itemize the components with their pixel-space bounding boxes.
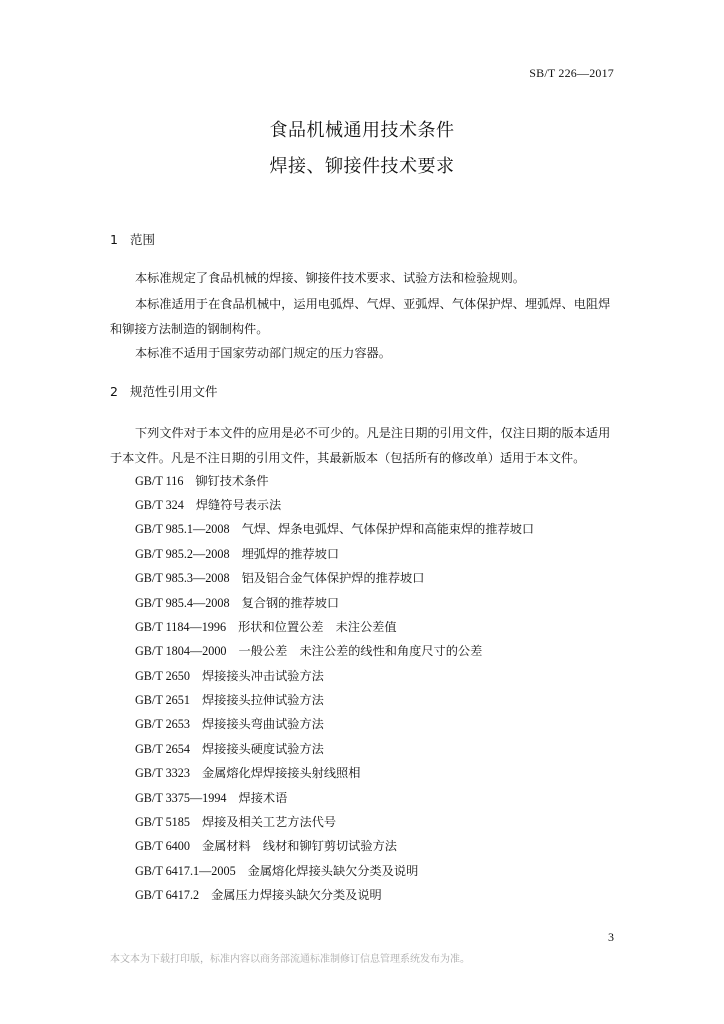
reference-title: 焊接及相关工艺方法代号 — [201, 815, 337, 829]
reference-item — [135, 837, 397, 854]
section-2-heading — [110, 382, 218, 400]
standard-code: SB/T 226—2017 — [529, 66, 614, 80]
section-title: 范围 — [130, 232, 156, 247]
reference-code: GB/T 3323 — [135, 766, 190, 780]
reference-item — [135, 642, 482, 659]
reference-code: GB/T 2651 — [135, 693, 190, 707]
reference-item — [135, 472, 269, 489]
reference-code: GB/T 324 — [135, 498, 184, 512]
reference-title: 焊接接头冲击试验方法 — [201, 669, 324, 683]
reference-code: GB/T 3375—1994 — [135, 791, 227, 805]
reference-code: GB/T 2654 — [135, 742, 190, 756]
document-title-line1: 食品机械通用技术条件 — [269, 120, 455, 141]
reference-code: GB/T 1184—1996 — [135, 620, 227, 634]
reference-item — [135, 862, 418, 879]
reference-item — [135, 569, 424, 586]
reference-code: GB/T 985.2—2008 — [135, 547, 230, 561]
reference-title: 焊接术语 — [238, 791, 288, 805]
reference-title: 焊缝符号表示法 — [195, 498, 282, 512]
reference-code: GB/T 1804—2000 — [135, 644, 227, 658]
reference-title: 气焊、焊条电弧焊、气体保护焊和高能束焊的推荐坡口 — [241, 522, 535, 536]
reference-code: GB/T 985.3—2008 — [135, 571, 230, 585]
reference-item — [135, 691, 324, 708]
section-title: 规范性引用文件 — [130, 384, 218, 399]
paragraph: 下列文件对于本文件的应用是必不可少的。凡是注日期的引用文件，仅注日期的版本适用于本文件。凡是不注日期的引用文件，其最新版本（包括所有的修改单）适用于本文件。 — [110, 426, 611, 465]
reference-title: 金属材料 线材和铆钉剪切试验方法 — [201, 839, 397, 853]
footer-disclaimer: 本文本为下载打印版，标准内容以商务部流通标准制修订信息管理系统发布为准。 — [110, 954, 470, 965]
reference-item — [135, 813, 336, 830]
reference-title: 复合钢的推荐坡口 — [241, 596, 340, 610]
reference-item — [135, 594, 339, 611]
reference-item — [135, 764, 360, 781]
reference-item — [135, 520, 534, 537]
reference-code: GB/T 2653 — [135, 717, 190, 731]
reference-title: 焊接接头硬度试验方法 — [201, 742, 324, 756]
reference-code: GB/T 985.4—2008 — [135, 596, 230, 610]
paragraph: 本标准规定了食品机械的焊接、铆接件技术要求、试验方法和检验规则。 — [135, 271, 525, 285]
document-title-line2: 焊接、铆接件技术要求 — [269, 156, 455, 177]
reference-code: GB/T 5185 — [135, 815, 190, 829]
reference-title: 形状和位置公差 未注公差值 — [238, 620, 397, 634]
reference-code: GB/T 116 — [135, 474, 184, 488]
reference-title: 焊接接头拉伸试验方法 — [201, 693, 324, 707]
paragraph: 本标准不适用于国家劳动部门规定的压力容器。 — [135, 346, 391, 360]
page-number: 3 — [608, 930, 614, 944]
reference-code: GB/T 6417.1—2005 — [135, 864, 236, 878]
reference-title: 一般公差 未注公差的线性和角度尺寸的公差 — [238, 644, 483, 658]
reference-item — [135, 740, 324, 757]
reference-title: 埋弧焊的推荐坡口 — [241, 547, 340, 561]
section-number: 2 — [110, 384, 118, 399]
reference-code: GB/T 2650 — [135, 669, 190, 683]
reference-title: 铆钉技术条件 — [195, 474, 269, 488]
section-number: 1 — [110, 232, 118, 247]
reference-item — [135, 545, 339, 562]
reference-item — [135, 667, 324, 684]
reference-item — [135, 618, 397, 635]
reference-title: 金属熔化焊接头缺欠分类及说明 — [247, 864, 419, 878]
reference-item — [135, 496, 281, 513]
reference-title: 焊接接头弯曲试验方法 — [201, 717, 324, 731]
reference-code: GB/T 6417.2 — [135, 888, 200, 902]
paragraph: 本标准适用于在食品机械中，运用电弧焊、气焊、亚弧焊、气体保护焊、埋弧焊、电阻焊和铆接方法制造的钢制构件。 — [110, 297, 611, 336]
reference-code: GB/T 985.1—2008 — [135, 522, 230, 536]
reference-title: 金属压力焊接头缺欠分类及说明 — [211, 888, 382, 902]
reference-item — [135, 789, 287, 806]
reference-title: 铝及铝合金气体保护焊的推荐坡口 — [241, 571, 425, 585]
reference-code: GB/T 6400 — [135, 839, 190, 853]
reference-item — [135, 886, 382, 903]
reference-item — [135, 715, 324, 732]
reference-title: 金属熔化焊焊接接头射线照相 — [201, 766, 361, 780]
section-1-heading — [110, 230, 155, 248]
